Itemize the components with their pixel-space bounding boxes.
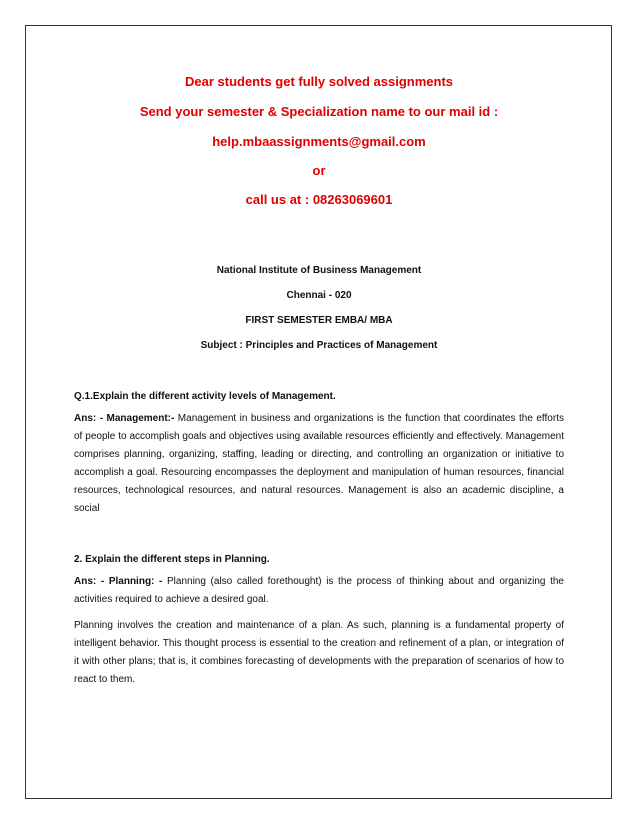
promo-email: help.mbaassignments@gmail.com: [212, 134, 426, 149]
promo-or: or: [312, 163, 326, 178]
answer-2-label: Ans: - Planning: -: [74, 576, 163, 587]
answer-2: [74, 573, 564, 609]
answer-1-text: Management in business and organizations is the function that coordinates the efforts of people to accomplish goals and objectives using available resources efficiently and effectively. Management comprises planning, organizing, staffing, leading or directing, and controlling an organization or initiative to accomplish a goal. Resourcing encompasses the deployment and manipulation of human resources, financial resources, technological resources, and natural resources. Management is also an academic discipline, a social: [74, 413, 564, 514]
promo-line-2: Send your semester & Specialization name to our mail id :: [139, 104, 499, 119]
answer-2-text: Planning (also called forethought) is the process of thinking about and organizing the activities required to achieve a desired goal.: [74, 576, 564, 605]
institute-name: National Institute of Business Management: [216, 265, 422, 276]
answer-1-label: Ans: - Management:-: [74, 413, 175, 424]
subject-line: Subject : Principles and Practices of Management: [200, 340, 438, 351]
promo-phone: call us at : 08263069601: [245, 192, 393, 207]
institute-city: Chennai - 020: [286, 290, 352, 301]
semester-line: FIRST SEMESTER EMBA/ MBA: [245, 315, 393, 326]
answer-1: [74, 410, 564, 518]
answer-2-paragraph-2: Planning involves the creation and maintenance of a plan. As such, planning is a fundamental property of intelligent behavior. This thought process is essential to the creation and refinement of a plan, or integration of it with other plans; that is, it combines forecasting of developments with the preparation of scenarios of how to react to them.: [74, 620, 564, 685]
promo-line-1: Dear students get fully solved assignments: [184, 74, 454, 89]
question-2: 2. Explain the different steps in Planning.: [74, 554, 270, 565]
document-body: [74, 74, 564, 689]
question-1: Q.1.Explain the different activity levels of Management.: [74, 391, 336, 402]
